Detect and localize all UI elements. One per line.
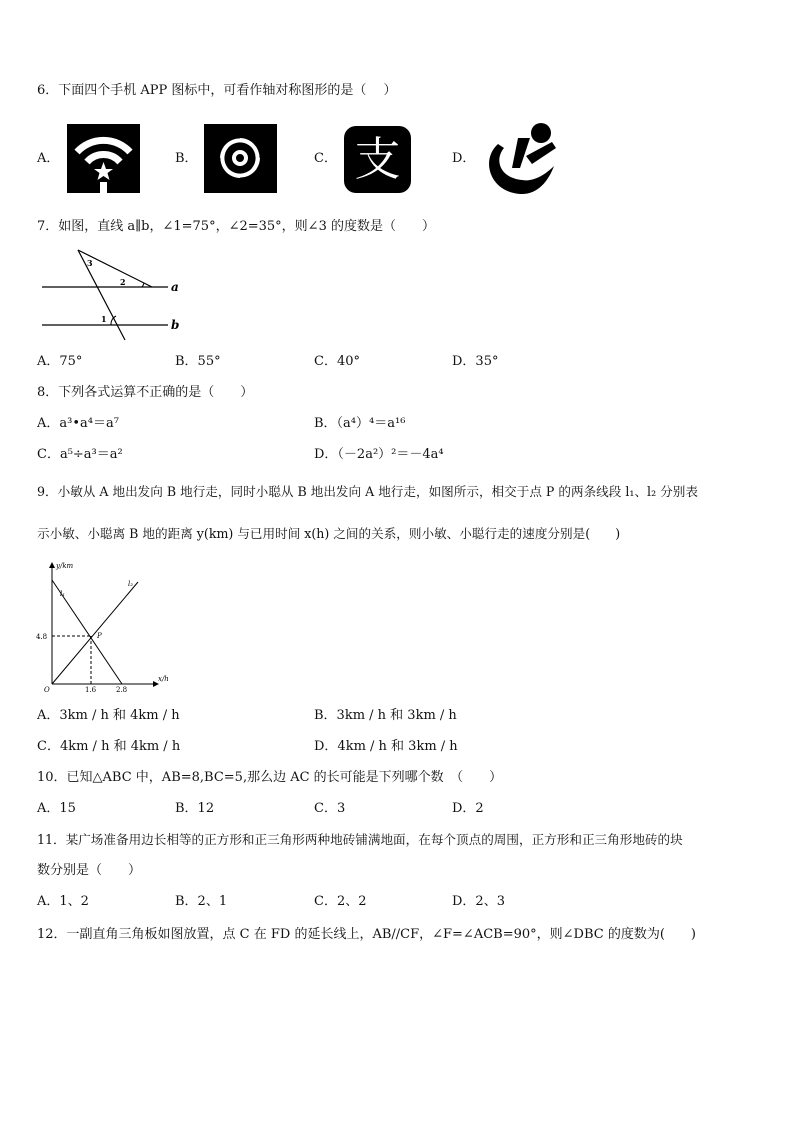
parallel-lines-figure: [40, 246, 190, 344]
q10-option-a: A．15: [37, 801, 76, 816]
question-8-stem: 8．下列各式运算不正确的是（ ）: [37, 385, 254, 400]
runner-icon: [482, 120, 557, 196]
q11-option-b: B．2、1: [175, 894, 228, 909]
q7-option-d: D．35°: [452, 354, 499, 369]
x-axis-label: x/h: [158, 675, 169, 683]
q7-option-c: C．40°: [314, 354, 360, 369]
q11-option-c: C．2、2: [314, 894, 367, 909]
y-tick-label: 4.8: [36, 633, 48, 641]
zhi-icon: [344, 126, 411, 193]
question-10-stem: 10．已知△ABC 中，AB=8,BC=5,那么边 AC 的长可能是下列哪个数 （ ）: [37, 770, 503, 785]
angle-1-label: 1: [101, 314, 107, 324]
q9-option-b: B．3km / h 和 3km / h: [314, 708, 457, 723]
swirl-icon: [204, 124, 277, 193]
line-a-label: a: [171, 280, 179, 294]
line-b-label: b: [171, 318, 180, 332]
q7-option-b: B．55°: [175, 354, 221, 369]
q9-option-a: A．3km / h 和 4km / h: [37, 708, 180, 723]
question-12-stem: 12．一副直角三角板如图放置，点 C 在 FD 的延长线上，AB//CF，∠F=∠ACB=90°，则∠DBC 的度数为( ): [37, 927, 696, 942]
point-p-label: P: [97, 632, 102, 640]
q7-option-a: A．75°: [37, 354, 83, 369]
q8-option-c: C．a⁵÷a³＝a²: [37, 447, 123, 462]
q11-option-d: D．2、3: [452, 894, 505, 909]
q6-option-d: D．: [452, 151, 476, 166]
question-11-stem-line-2: 数分别是（ ）: [37, 863, 142, 878]
q10-option-d: D．2: [452, 801, 484, 816]
q6-option-a: A．: [37, 151, 60, 166]
x-tick-label-2: 2.8: [116, 686, 128, 694]
question-11-stem-line-1: 11．某广场准备用边长相等的正方形和正三角形两种地砖铺满地面，在每个顶点的周围，正方形和正三角形地砖的块: [37, 832, 683, 847]
angle-2-label: 2: [120, 277, 126, 287]
q8-option-a: A．a³•a⁴＝a⁷: [37, 416, 119, 431]
q8-option-b: B．（a⁴）⁴＝a¹⁶: [314, 416, 406, 431]
wifi-icon: [67, 124, 140, 193]
question-7-stem: 7．如图，直线 a∥b，∠1=75°，∠2=35°，则∠3 的度数是（ ）: [37, 219, 435, 234]
q6-option-c: C．: [314, 151, 337, 166]
y-axis-label: y/km: [56, 562, 74, 570]
l2-label: l₂: [128, 580, 134, 588]
angle-3-label: 3: [87, 258, 93, 268]
l1-label: l₁: [60, 590, 66, 598]
q10-option-b: B．12: [175, 801, 215, 816]
question-6-stem: 6．下面四个手机 APP 图标中，可看作轴对称图形的是（ ）: [37, 83, 397, 98]
q10-option-c: C．3: [314, 801, 346, 816]
q9-option-c: C．4km / h 和 4km / h: [37, 739, 181, 754]
distance-time-graph: [30, 558, 180, 696]
q6-option-b: B．: [175, 151, 198, 166]
question-9-stem-line-1: 9．小敏从 A 地出发向 B 地行走，同时小聪从 B 地出发向 A 地行走，如图所示，相交于点 P 的两条线段 l₁、l₂ 分别表: [37, 484, 698, 499]
question-9-stem-line-2: 示小敏、小聪离 B 地的距离 y(km) 与已用时间 x(h) 之间的关系，则小敏、小聪行走的速度分别是( ): [37, 526, 621, 541]
zhi-character: 支: [354, 132, 401, 186]
q9-option-d: D．4km / h 和 3km / h: [314, 739, 458, 754]
q8-option-d: D．（－2a²）²＝－4a⁴: [314, 447, 444, 462]
origin-label: O: [44, 686, 50, 694]
x-tick-label-1: 1.6: [85, 686, 97, 694]
q11-option-a: A．1、2: [37, 894, 89, 909]
